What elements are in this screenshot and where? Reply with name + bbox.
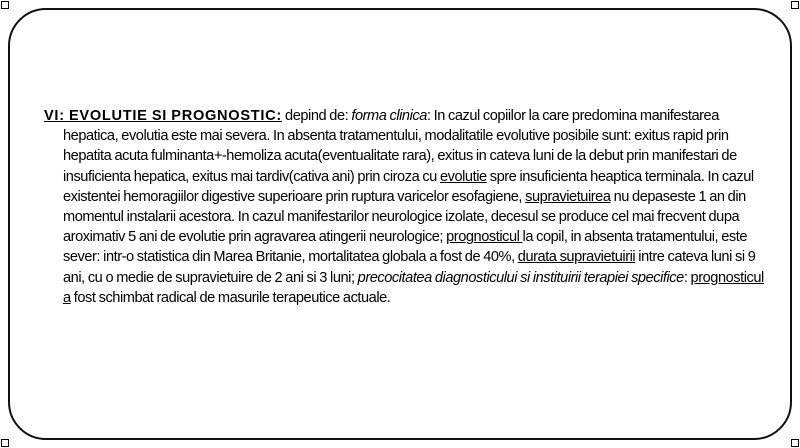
text-segment-underline: evolutie bbox=[439, 168, 487, 185]
selection-handle-top-left[interactable] bbox=[1, 1, 9, 9]
text-segment: : In cazul copiilor la care predomina manifestarea hepatica, evolutia este mai severa. In absenta tratamentului, modalitatile evolutive posibile sunt: exitus rapid prin hepatita acuta fulminanta+-hemoliza acuta(eventualitate rara), exitus in cateva luni de la debut prin manifestari de insuficienta hepatica, exitus mai tardiv(cativa ani) prin ciroza cu bbox=[63, 108, 737, 185]
text-segment: la copil, in absenta tratamentului, este sever: intr-o statistica din Marea Britanie, mortalitatea globala a fost de 40%, bbox=[63, 229, 748, 266]
text-segment-underline: prognosticul bbox=[446, 229, 523, 246]
text-segment-underline: prognosticul a bbox=[63, 269, 764, 306]
text-segment-italic: precocitatea diagnosticului si instituirii terapiei specifice bbox=[357, 269, 684, 286]
text-segment-italic: forma clinica bbox=[351, 108, 427, 124]
slide-text-content bbox=[44, 106, 764, 308]
selection-handle-bottom-left[interactable] bbox=[1, 439, 9, 447]
text-segment: : bbox=[683, 269, 691, 286]
paragraph-evolutie-prognostic bbox=[44, 106, 764, 308]
text-segment-underline: supravietuirea bbox=[525, 188, 611, 205]
text-segment: intre cateva luni si 9 ani, cu o medie de supravietuire de 2 ani si 3 luni; bbox=[63, 249, 756, 286]
selection-handle-bottom-right[interactable] bbox=[791, 439, 799, 447]
selection-handle-top-right[interactable] bbox=[791, 1, 799, 9]
section-heading: VI: EVOLUTIE SI PROGNOSTIC: bbox=[44, 108, 282, 124]
text-segment: depind de: bbox=[281, 108, 352, 124]
text-segment: spre insuficienta heaptica terminala. In cazul existentei hemoragiilor digestive superioare prin ruptura varicelor esofagiene, bbox=[63, 168, 754, 205]
text-segment-underline: durata supravietuirii bbox=[517, 249, 636, 266]
text-segment: nu depaseste 1 an din momentul instalarii acestora. In cazul manifestarilor neurologice izolate, decesul se produce cel mai frecvent dupa aroximativ 5 ani de evolutie prin agravarea atingerii neurologice; bbox=[63, 188, 746, 246]
text-segment: fost schimbat radical de masurile terapeutice actuale. bbox=[70, 289, 391, 306]
